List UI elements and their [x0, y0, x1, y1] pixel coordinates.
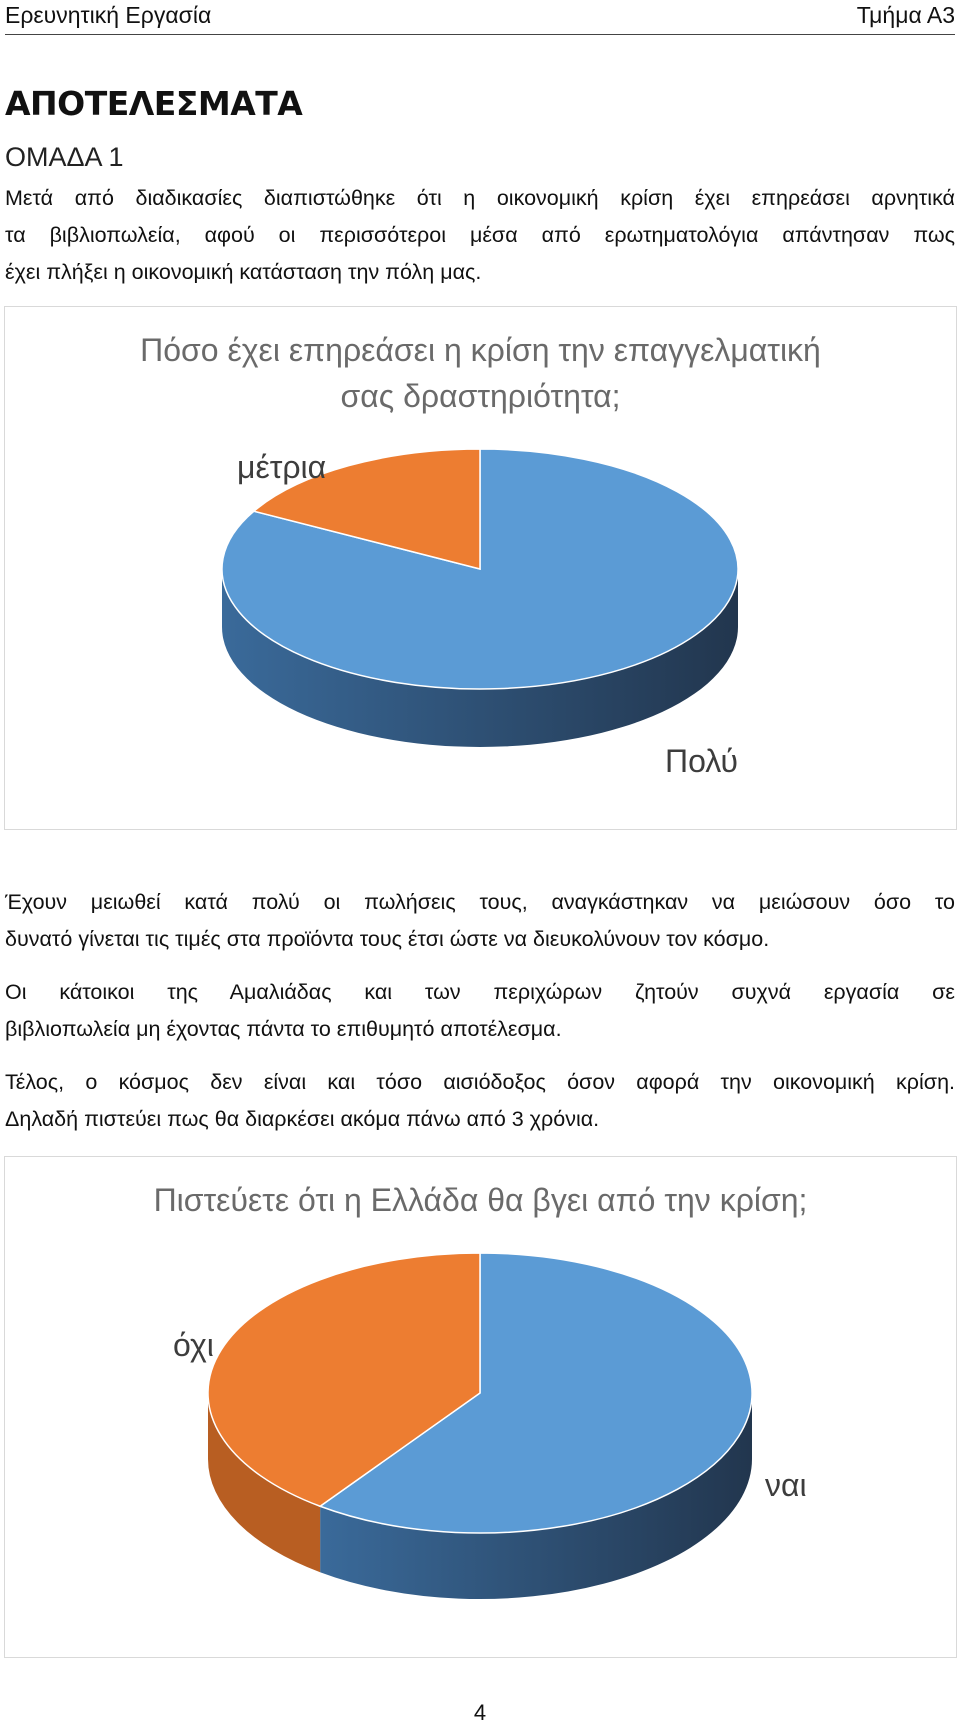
paragraph-line: Οι κάτοικοι της Αμαλιάδας και των περιχώρων ζητούν συχνά εργασία σε: [5, 980, 955, 1004]
chart-1-title-line: Πόσο έχει επηρεάσει η κρίση την επαγγελματική: [140, 332, 821, 368]
chart-1-label-metria: μέτρια: [237, 449, 327, 485]
paragraph-line: Τέλος, ο κόσμος δεν είναι και τόσο αισιόδοξος όσον αφορά την οικονομική κρίση.: [5, 1070, 955, 1094]
group-subheading: ΟΜΑΔΑ 1: [5, 142, 124, 172]
chart-2-title-line: Πιστεύετε ότι η Ελλάδα θα βγει από την κρίση;: [153, 1182, 808, 1218]
chart-1-pie: [5, 307, 956, 829]
intro-line: τα βιβλιοπωλεία, αφού οι περισσότεροι μέσα από ερωτηματολόγια απάντησαν πως: [5, 223, 955, 247]
chart-1-title-line: σας δραστηριότητα;: [340, 378, 621, 414]
chart-1: [4, 306, 957, 830]
paragraph-2: [5, 884, 955, 958]
chart-2-label-oxi: όχι: [173, 1327, 214, 1363]
paragraph-3: [5, 974, 955, 1048]
chart-2-pie: [5, 1157, 956, 1657]
section-heading: ΑΠΟΤΕΛΕΣΜΑΤΑ: [5, 84, 303, 123]
paragraph-line: βιβλιοπωλεία μη έχοντας πάντα το επιθυμητό αποτέλεσμα.: [5, 1017, 562, 1041]
chart-2-label-nai: ναι: [765, 1467, 807, 1503]
chart-1-label-poly: Πολύ: [665, 743, 739, 779]
paragraph-line: Έχουν μειωθεί κατά πολύ οι πωλήσεις τους, αναγκάστηκαν να μειώσουν όσο το: [5, 890, 955, 914]
paragraph-line: δυνατό γίνεται τις τιμές στα προϊόντα τους έτσι ώστε να διευκολύνουν τον κόσμο.: [5, 927, 770, 951]
paragraph-line: Δηλαδή πιστεύει πως θα διαρκέσει ακόμα πάνω από 3 χρόνια.: [5, 1107, 600, 1131]
intro-line: έχει πλήξει η οικονομική κατάσταση την πόλη μας.: [5, 260, 482, 284]
page-number: 4: [473, 1700, 487, 1725]
paragraph-4: [5, 1064, 955, 1138]
intro-paragraph: [5, 180, 955, 291]
header-right: Τμήμα Α3: [856, 2, 955, 28]
chart-2: [4, 1156, 957, 1658]
page-header: [5, 0, 955, 35]
header-left: Ερευνητική Εργασία: [5, 2, 212, 28]
intro-line: Μετά από διαδικασίες διαπιστώθηκε ότι η οικονομική κρίση έχει επηρεάσει αρνητικά: [5, 186, 955, 210]
